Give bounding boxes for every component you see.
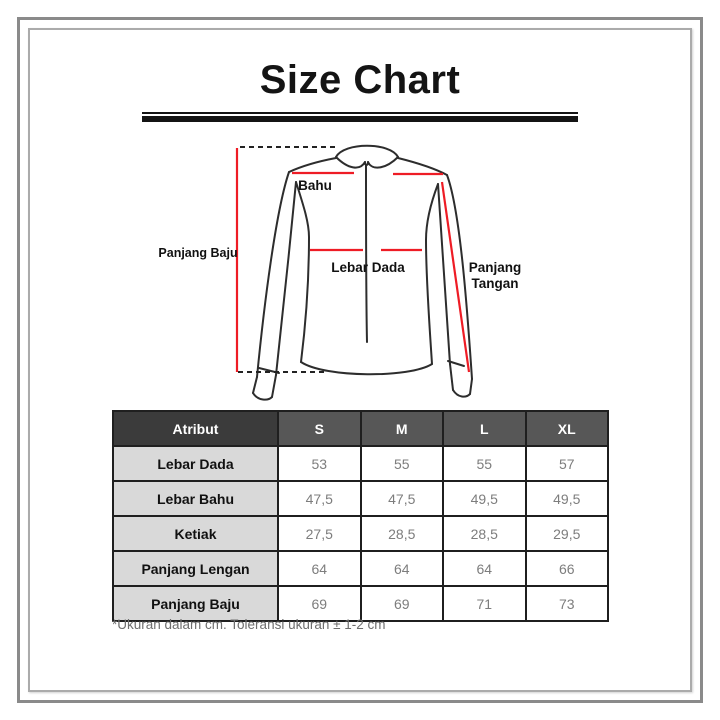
cell-value: 49,5 <box>443 481 526 516</box>
column-header-l: L <box>443 411 526 446</box>
panjang-baju-label: Panjang Baju <box>158 246 238 260</box>
table-header-row <box>113 411 608 446</box>
cell-value: 64 <box>278 551 361 586</box>
table-row <box>113 481 608 516</box>
cell-value: 28,5 <box>443 516 526 551</box>
cell-value: 69 <box>361 586 444 621</box>
cell-value: 66 <box>526 551 609 586</box>
cell-value: 47,5 <box>278 481 361 516</box>
column-header-xl: XL <box>526 411 609 446</box>
cell-value: 64 <box>361 551 444 586</box>
column-header-m: M <box>361 411 444 446</box>
table-row <box>113 551 608 586</box>
row-label: Panjang Lengan <box>113 551 278 586</box>
cell-value: 27,5 <box>278 516 361 551</box>
table-row <box>113 516 608 551</box>
shirt-diagram-svg <box>150 135 570 405</box>
table-row <box>113 446 608 481</box>
cell-value: 55 <box>443 446 526 481</box>
cell-value: 47,5 <box>361 481 444 516</box>
cell-value: 69 <box>278 586 361 621</box>
page-title: Size Chart <box>259 58 461 102</box>
cell-value: 28,5 <box>361 516 444 551</box>
size-tolerance-note: *Ukuran dalam cm. Toleransi ukuran ± 1-2 cm <box>112 617 386 632</box>
row-label: Panjang Baju <box>113 586 278 621</box>
column-header-atribut: Atribut <box>113 411 278 446</box>
title-divider <box>142 112 578 122</box>
lebar-dada-label: Lebar Dada <box>331 260 405 275</box>
cell-value: 53 <box>278 446 361 481</box>
table-row <box>113 586 608 621</box>
cell-value: 57 <box>526 446 609 481</box>
size-table <box>112 410 609 622</box>
bahu-label: Bahu <box>298 178 332 193</box>
cell-value: 55 <box>361 446 444 481</box>
row-label: Lebar Dada <box>113 446 278 481</box>
column-header-s: S <box>278 411 361 446</box>
cell-value: 29,5 <box>526 516 609 551</box>
panjang-tangan-label-line2: Tangan <box>471 276 519 291</box>
cell-value: 73 <box>526 586 609 621</box>
row-label: Lebar Bahu <box>113 481 278 516</box>
panjang-tangan-label-line1: Panjang <box>468 260 522 275</box>
cell-value: 49,5 <box>526 481 609 516</box>
title-divider-thick-line <box>142 116 578 122</box>
shirt-measurement-diagram <box>150 135 570 405</box>
cell-value: 71 <box>443 586 526 621</box>
cell-value: 64 <box>443 551 526 586</box>
row-label: Ketiak <box>113 516 278 551</box>
